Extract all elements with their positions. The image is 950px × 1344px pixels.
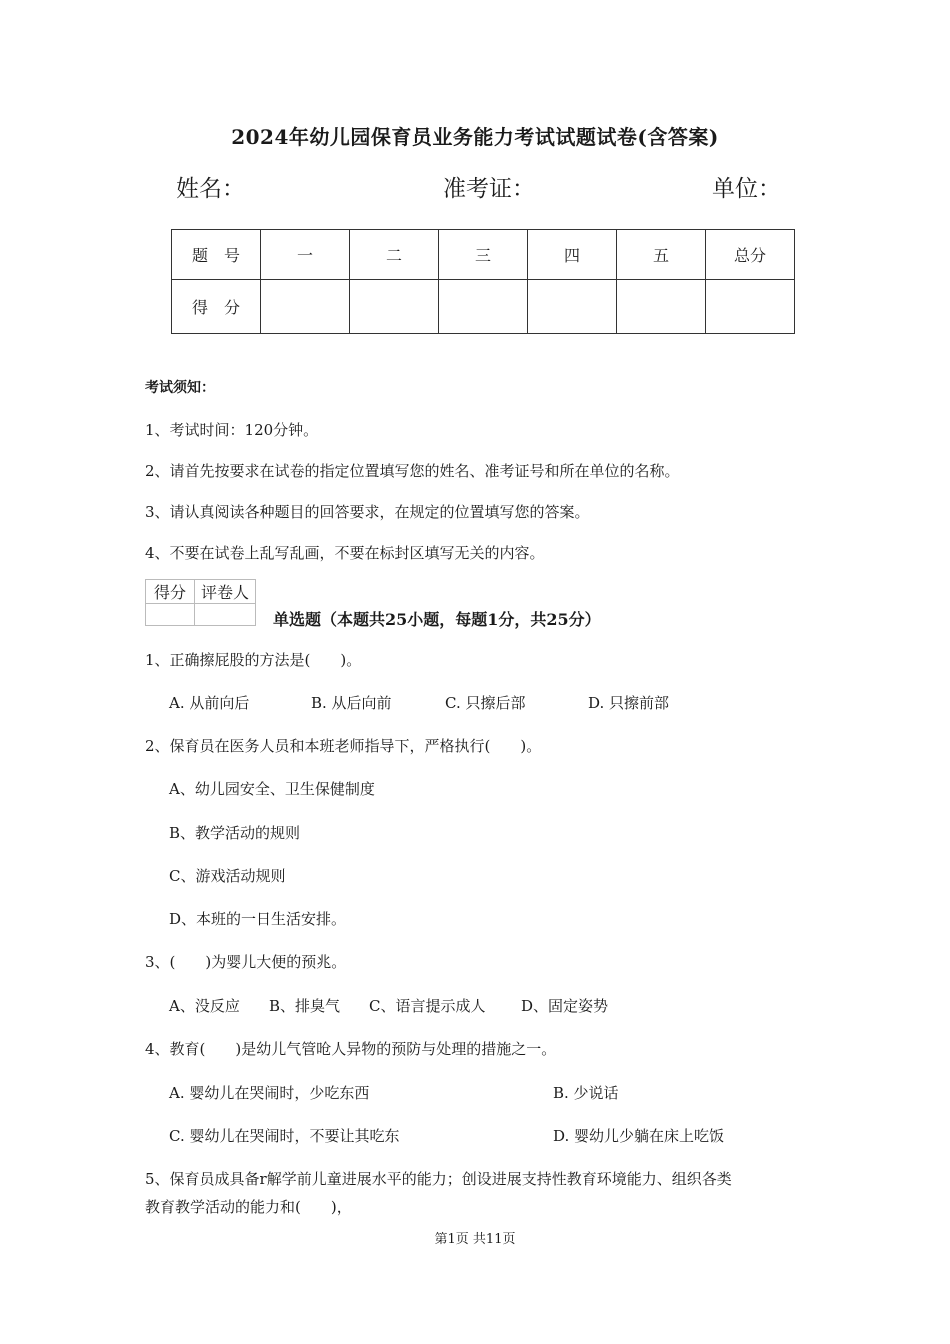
score-row-label: 得 分 [172,280,261,334]
score-input-cell[interactable] [261,280,350,334]
grader-box-score-label: 得分 [146,580,195,604]
answer-option: A. 婴幼儿在哭闹时，少吃东西 [169,1084,370,1102]
grader-box-grader-cell[interactable] [195,604,256,626]
answer-option: C、游戏活动规则 [169,867,286,885]
answer-option: B、教学活动的规则 [169,824,301,842]
question-stem: 5、保育员成具备r解学前儿童进展水平的能力；创设进展支持性教育环境能力、组织各类 [145,1170,732,1188]
score-input-cell[interactable] [439,280,528,334]
section-heading: 单选题（本题共25小题，每题1分，共25分） [273,610,601,629]
answer-option: A. 从前向后 [169,694,250,712]
score-table-header-cell: 总分 [706,230,795,280]
grader-box [145,579,256,626]
answer-option: D、固定姿势 [521,997,609,1015]
notice-item: 1、考试时间：120分钟。 [145,421,319,439]
answer-option: C. 婴幼儿在哭闹时，不要让其吃东 [169,1127,400,1145]
page-footer: 第1页 共11页 [434,1232,516,1247]
score-table-header-cell: 题 号 [172,230,261,280]
notice-item: 4、不要在试卷上乱写乱画，不要在标封区填写无关的内容。 [145,544,545,562]
score-input-cell[interactable] [350,280,439,334]
score-table-header-cell: 五 [617,230,706,280]
score-table-header-cell: 一 [261,230,350,280]
answer-option: D. 婴幼儿少躺在床上吃饭 [553,1127,725,1145]
score-input-cell[interactable] [617,280,706,334]
score-input-cell[interactable] [528,280,617,334]
exam-number-field-label: 准考证： [443,176,535,202]
score-table-header-cell: 三 [439,230,528,280]
unit-field-label: 单位： [712,176,781,202]
answer-option: B. 从后向前 [311,694,392,712]
answer-option: C. 只擦后部 [445,694,526,712]
score-table-header-row [172,230,795,280]
grader-box-grader-label: 评卷人 [195,580,256,604]
exam-title: 2024年幼儿园保育员业务能力考试试题试卷(含答案) [231,125,719,149]
question-stem: 3、( )为婴儿大便的预兆。 [145,953,347,971]
answer-option: B、排臭气 [269,997,341,1015]
notice-item: 2、请首先按要求在试卷的指定位置填写您的姓名、准考证号和所在单位的名称。 [145,462,680,480]
score-table-header-cell: 四 [528,230,617,280]
question-stem: 4、教育( )是幼儿气管呛人异物的预防与处理的措施之一。 [145,1040,557,1058]
answer-option: B. 少说话 [553,1084,619,1102]
score-table-score-row [172,280,795,334]
question-stem: 1、正确擦屁股的方法是( )。 [145,651,362,669]
answer-option: D、本班的一日生活安排。 [169,910,347,928]
score-input-cell[interactable] [706,280,795,334]
name-field-label: 姓名： [176,176,245,202]
answer-option: C、语言提示成人 [369,997,486,1015]
notice-heading: 考试须知： [145,380,215,396]
score-table-header-cell: 二 [350,230,439,280]
answer-option: A、没反应 [169,997,240,1015]
question-stem-continuation: 教育教学活动的能力和( )， [145,1198,352,1216]
grader-box-score-cell[interactable] [146,604,195,626]
answer-option: A、幼儿园安全、卫生保健制度 [169,780,375,798]
notice-item: 3、请认真阅读各种题目的回答要求，在规定的位置填写您的答案。 [145,503,590,521]
answer-option: D. 只擦前部 [588,694,670,712]
score-table [171,229,795,334]
question-stem: 2、保育员在医务人员和本班老师指导下，严格执行( )。 [145,737,542,755]
